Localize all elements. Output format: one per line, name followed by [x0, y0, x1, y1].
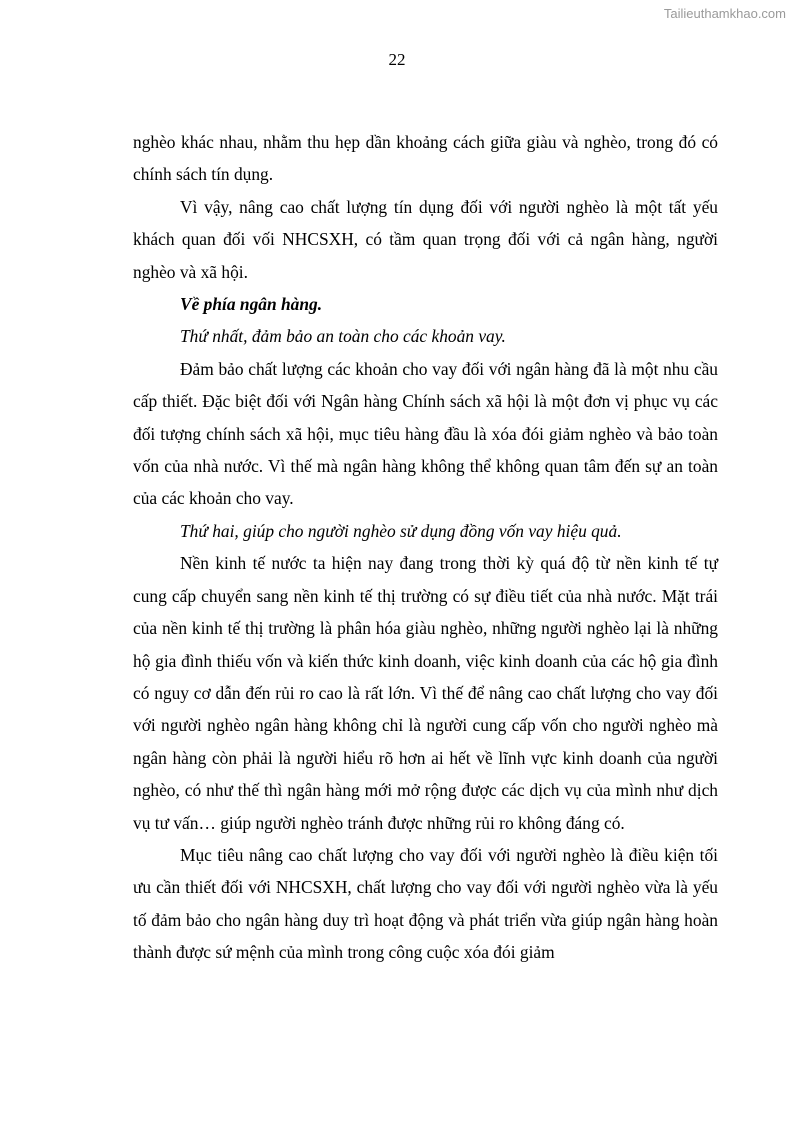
watermark: Tailieuthamkhao.com	[663, 6, 786, 21]
page-number: 22	[388, 50, 406, 69]
subheading-first: Thứ nhất, đảm bảo an toàn cho các khoản vay.	[180, 326, 506, 347]
section-heading-bank: Về phía ngân hàng.	[180, 294, 323, 315]
paragraph-2: Vì vậy, nâng cao chất lượng tín dụng đối với người nghèo là một tất yếu khách quan đối vối NHCSXH, có tầm quan trọng đối với cả ngân hàng, người nghèo và xã hội.	[133, 196, 718, 282]
document-body	[133, 126, 718, 969]
paragraph-5: Mục tiêu nâng cao chất lượng cho vay đối với người nghèo là điều kiện tối ưu cần thiết đối với NHCSXH, chất lượng cho vay đối với người nghèo vừa là yếu tố đảm bảo cho ngân hàng duy trì hoạt động và phát triển vừa giúp ngân hàng hoàn thành được sứ mệnh của mình trong công cuộc xóa đói giảm	[133, 844, 718, 963]
subheading-second: Thứ hai, giúp cho người nghèo sử dụng đồng vốn vay hiệu quả.	[180, 520, 622, 541]
paragraph-3: Đảm bảo chất lượng các khoản cho vay đối với ngân hàng đã là một nhu cầu cấp thiết. Đặc biệt đối với Ngân hàng Chính sách xã hội là một đơn vị phục vụ các đối tượng chính sách xã hội, mục tiêu hàng đầu là xóa đói giảm nghèo và bảo toàn vốn của nhà nước. Vì thế mà ngân hàng không thể không quan tâm đến sự an toàn của các khoản cho vay.	[133, 358, 718, 509]
paragraph-1: nghèo khác nhau, nhằm thu hẹp dần khoảng cách giữa giàu và nghèo, trong đó có chính sách tín dụng.	[133, 132, 718, 185]
paragraph-4: Nền kinh tế nước ta hiện nay đang trong thời kỳ quá độ từ nền kinh tế tự cung cấp chuyển sang nền kinh tế thị trường có sự điều tiết của nhà nước. Mặt trái của nền kinh tế thị trường là phân hóa giàu nghèo, những người nghèo lại là những hộ gia đình thiếu vốn và kiến thức kinh doanh, việc kinh doanh của các hộ gia đình có nguy cơ dẫn đến rủi ro cao là rất lớn. Vì thế để nâng cao chất lượng cho vay đối với người nghèo ngân hàng không chỉ là người cung cấp vốn cho người nghèo mà ngân hàng còn phải là người hiểu rõ hơn ai hết về lĩnh vực kinh doanh của người nghèo, có như thế thì ngân hàng mới mở rộng được các dịch vụ của mình như dịch vụ tư vấn… giúp người nghèo tránh được những rủi ro không đáng có.	[133, 553, 718, 833]
